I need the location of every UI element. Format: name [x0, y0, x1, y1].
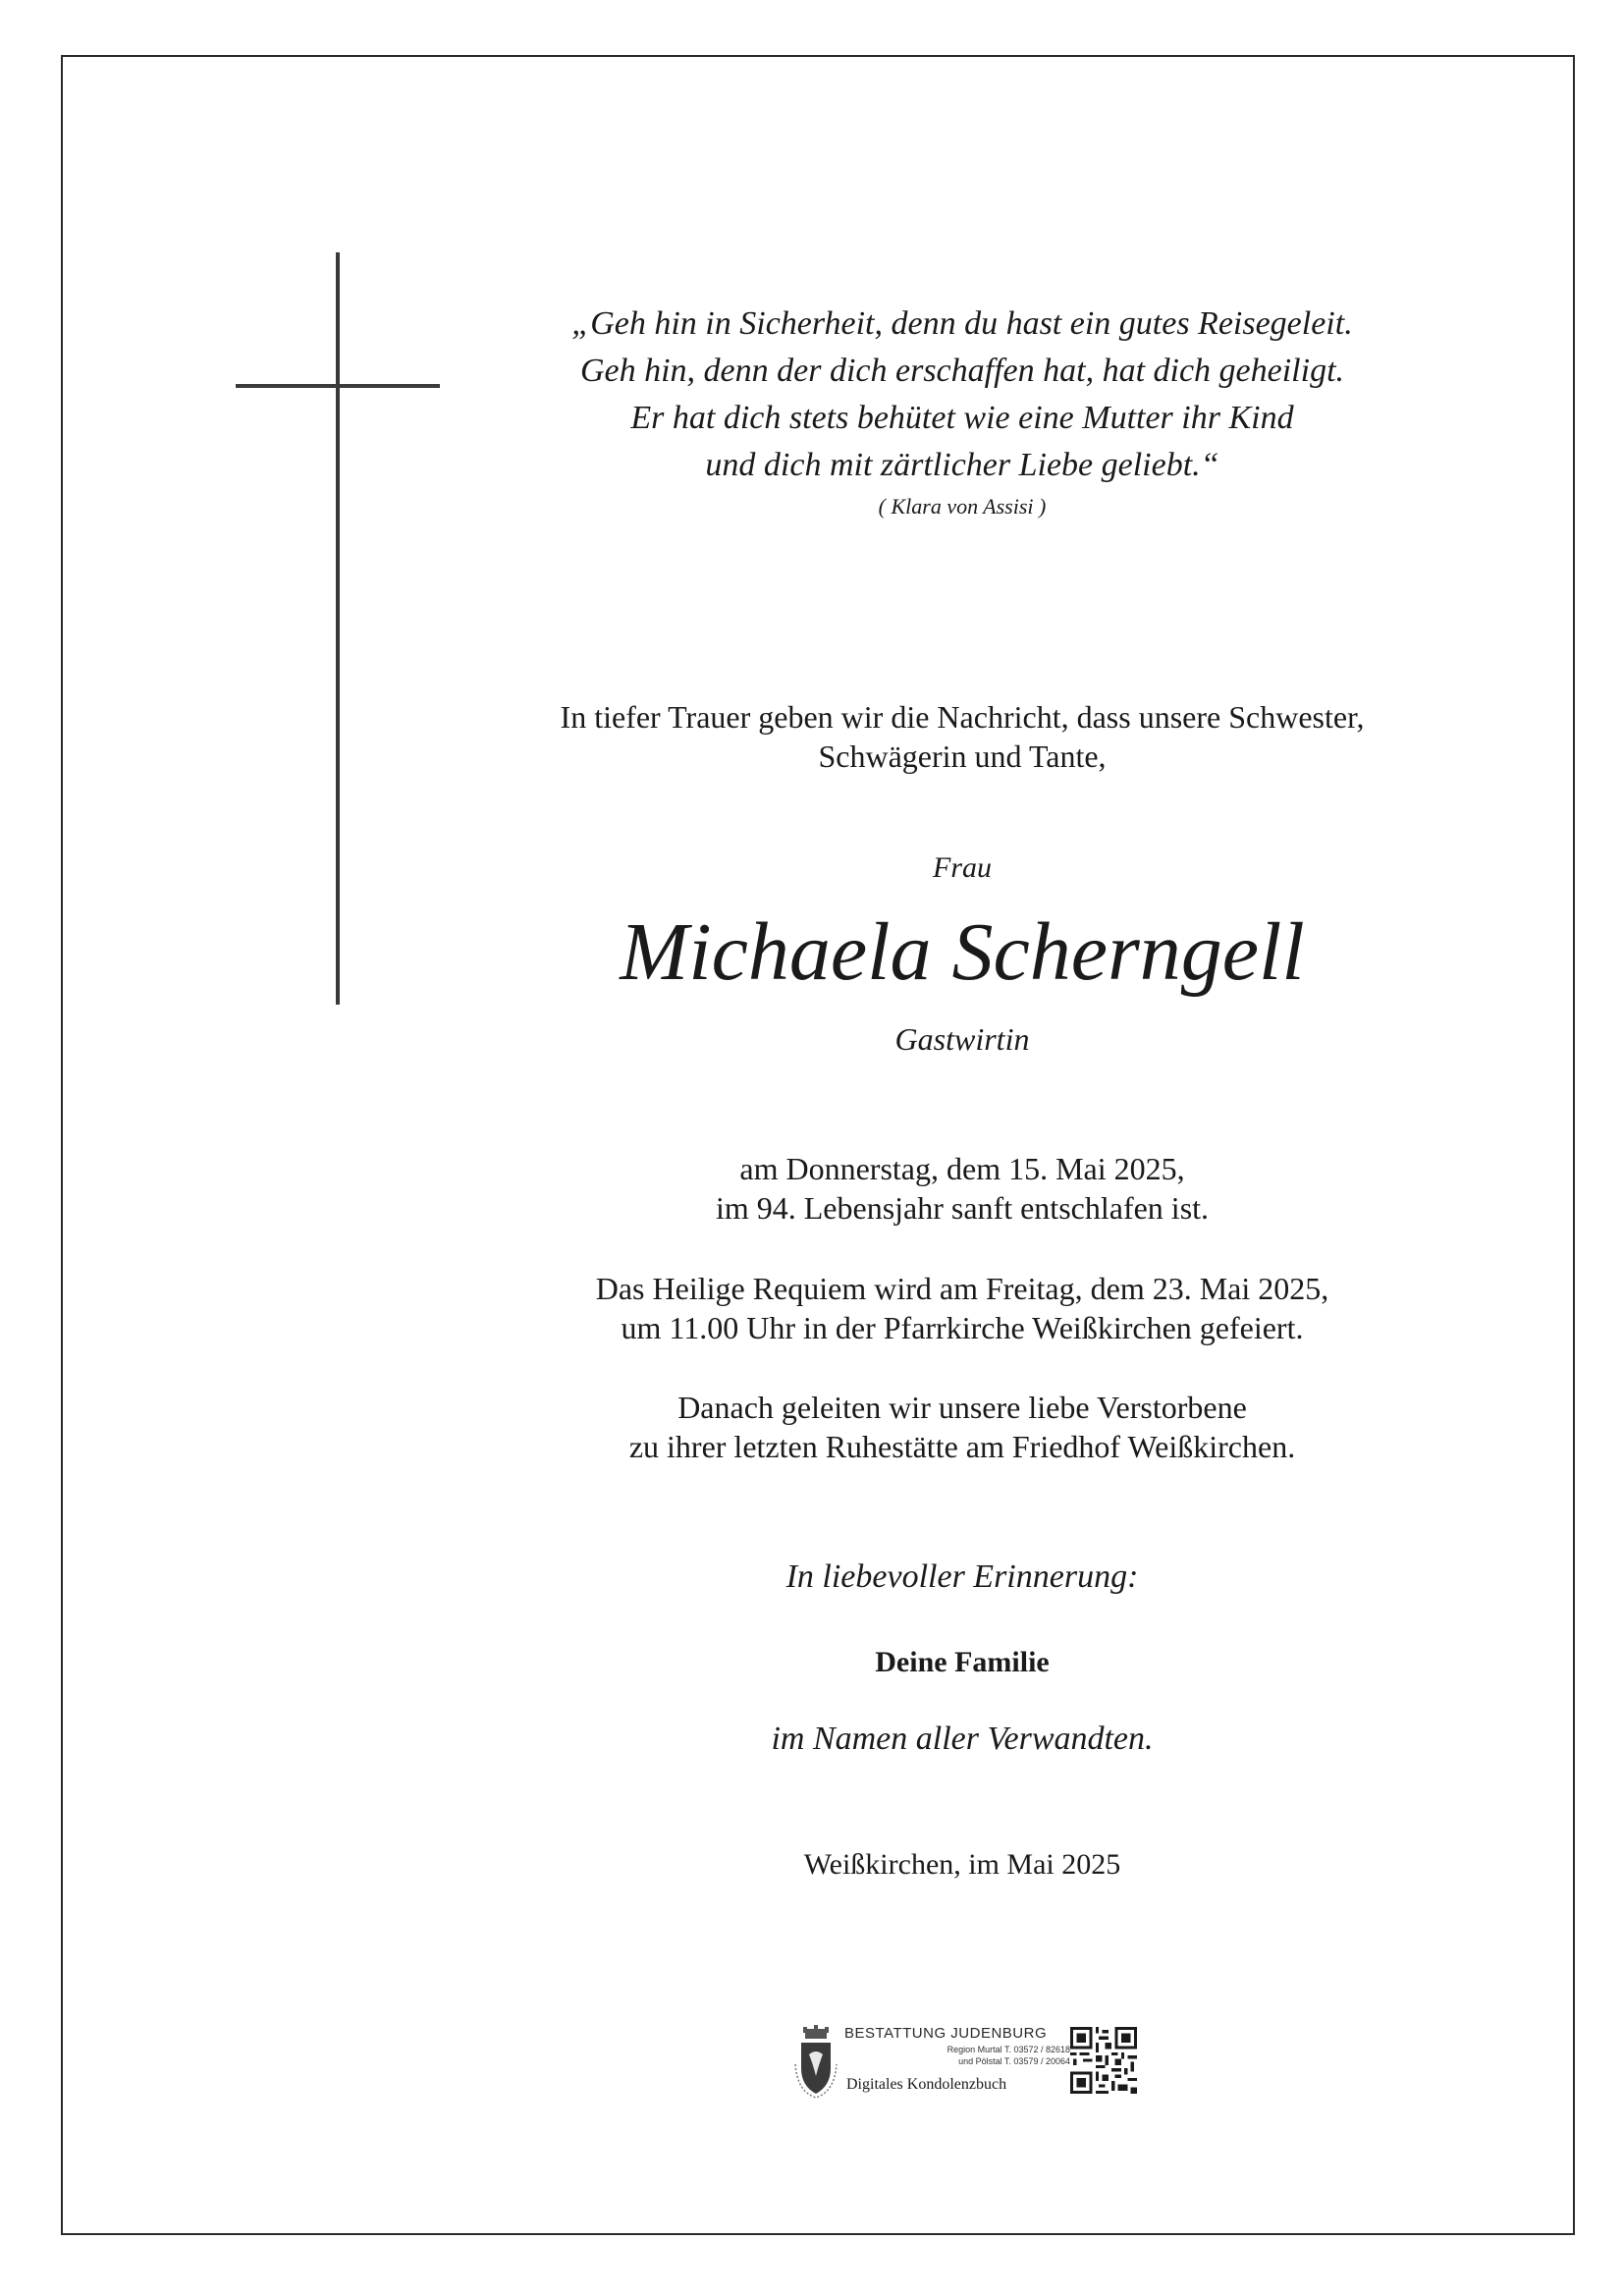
funeral-home-logo	[791, 2023, 1145, 2105]
death-notice	[471, 1149, 1453, 1228]
intro-line: Schwägerin und Tante,	[818, 738, 1107, 774]
requiem-notice	[471, 1269, 1453, 1347]
quote-line: und dich mit zärtlicher Liebe geliebt.“	[705, 447, 1219, 483]
funeral-home-region: Region Murtal T. 03572 / 82618	[947, 2045, 1070, 2054]
requiem-line: um 11.00 Uhr in der Pfarrkirche Weißkirchen gefeiert.	[621, 1310, 1304, 1345]
deceased-occupation: Gastwirtin	[894, 1021, 1030, 1057]
burial-line: Danach geleiten wir unsere liebe Verstorbene	[677, 1390, 1247, 1425]
cross-icon-horizontal	[236, 384, 440, 388]
condolence-book-link[interactable]: Digitales Kondolenzbuch	[846, 2076, 1007, 2093]
burial-notice	[471, 1388, 1453, 1466]
intro-line: In tiefer Trauer geben wir die Nachricht, dass unsere Schwester,	[560, 699, 1365, 735]
closing-memory: In liebevoller Erinnerung:	[785, 1558, 1139, 1595]
closing-relatives: im Namen aller Verwandten.	[771, 1721, 1154, 1757]
place-date: Weißkirchen, im Mai 2025	[803, 1848, 1121, 1881]
funeral-home-name: BESTATTUNG JUDENBURG	[844, 2025, 1048, 2042]
closing-family: Deine Familie	[875, 1646, 1050, 1678]
quote	[471, 301, 1453, 489]
qr-code-icon[interactable]	[1070, 2027, 1137, 2094]
quote-author: ( Klara von Assisi )	[878, 494, 1047, 519]
deceased-title: Frau	[933, 851, 992, 884]
death-line: am Donnerstag, dem 15. Mai 2025,	[739, 1151, 1185, 1186]
quote-line: Er hat dich stets behütet wie eine Mutter ihr Kind	[630, 400, 1294, 436]
quote-line: „Geh hin in Sicherheit, denn du hast ein gutes Reisegeleit.	[571, 305, 1353, 342]
cross-icon-vertical	[336, 252, 340, 1005]
quote-line: Geh hin, denn der dich erschaffen hat, hat dich geheiligt.	[579, 353, 1345, 389]
death-line: im 94. Lebensjahr sanft entschlafen ist.	[715, 1190, 1210, 1226]
deceased-name: Michaela Scherngell	[620, 906, 1305, 998]
requiem-line: Das Heilige Requiem wird am Freitag, dem 23. Mai 2025,	[595, 1271, 1329, 1306]
burial-line: zu ihrer letzten Ruhestätte am Friedhof Weißkirchen.	[628, 1429, 1296, 1464]
announcement-intro	[471, 697, 1453, 776]
funeral-home-polstal: und Pölstal T. 03579 / 20064	[958, 2056, 1070, 2066]
